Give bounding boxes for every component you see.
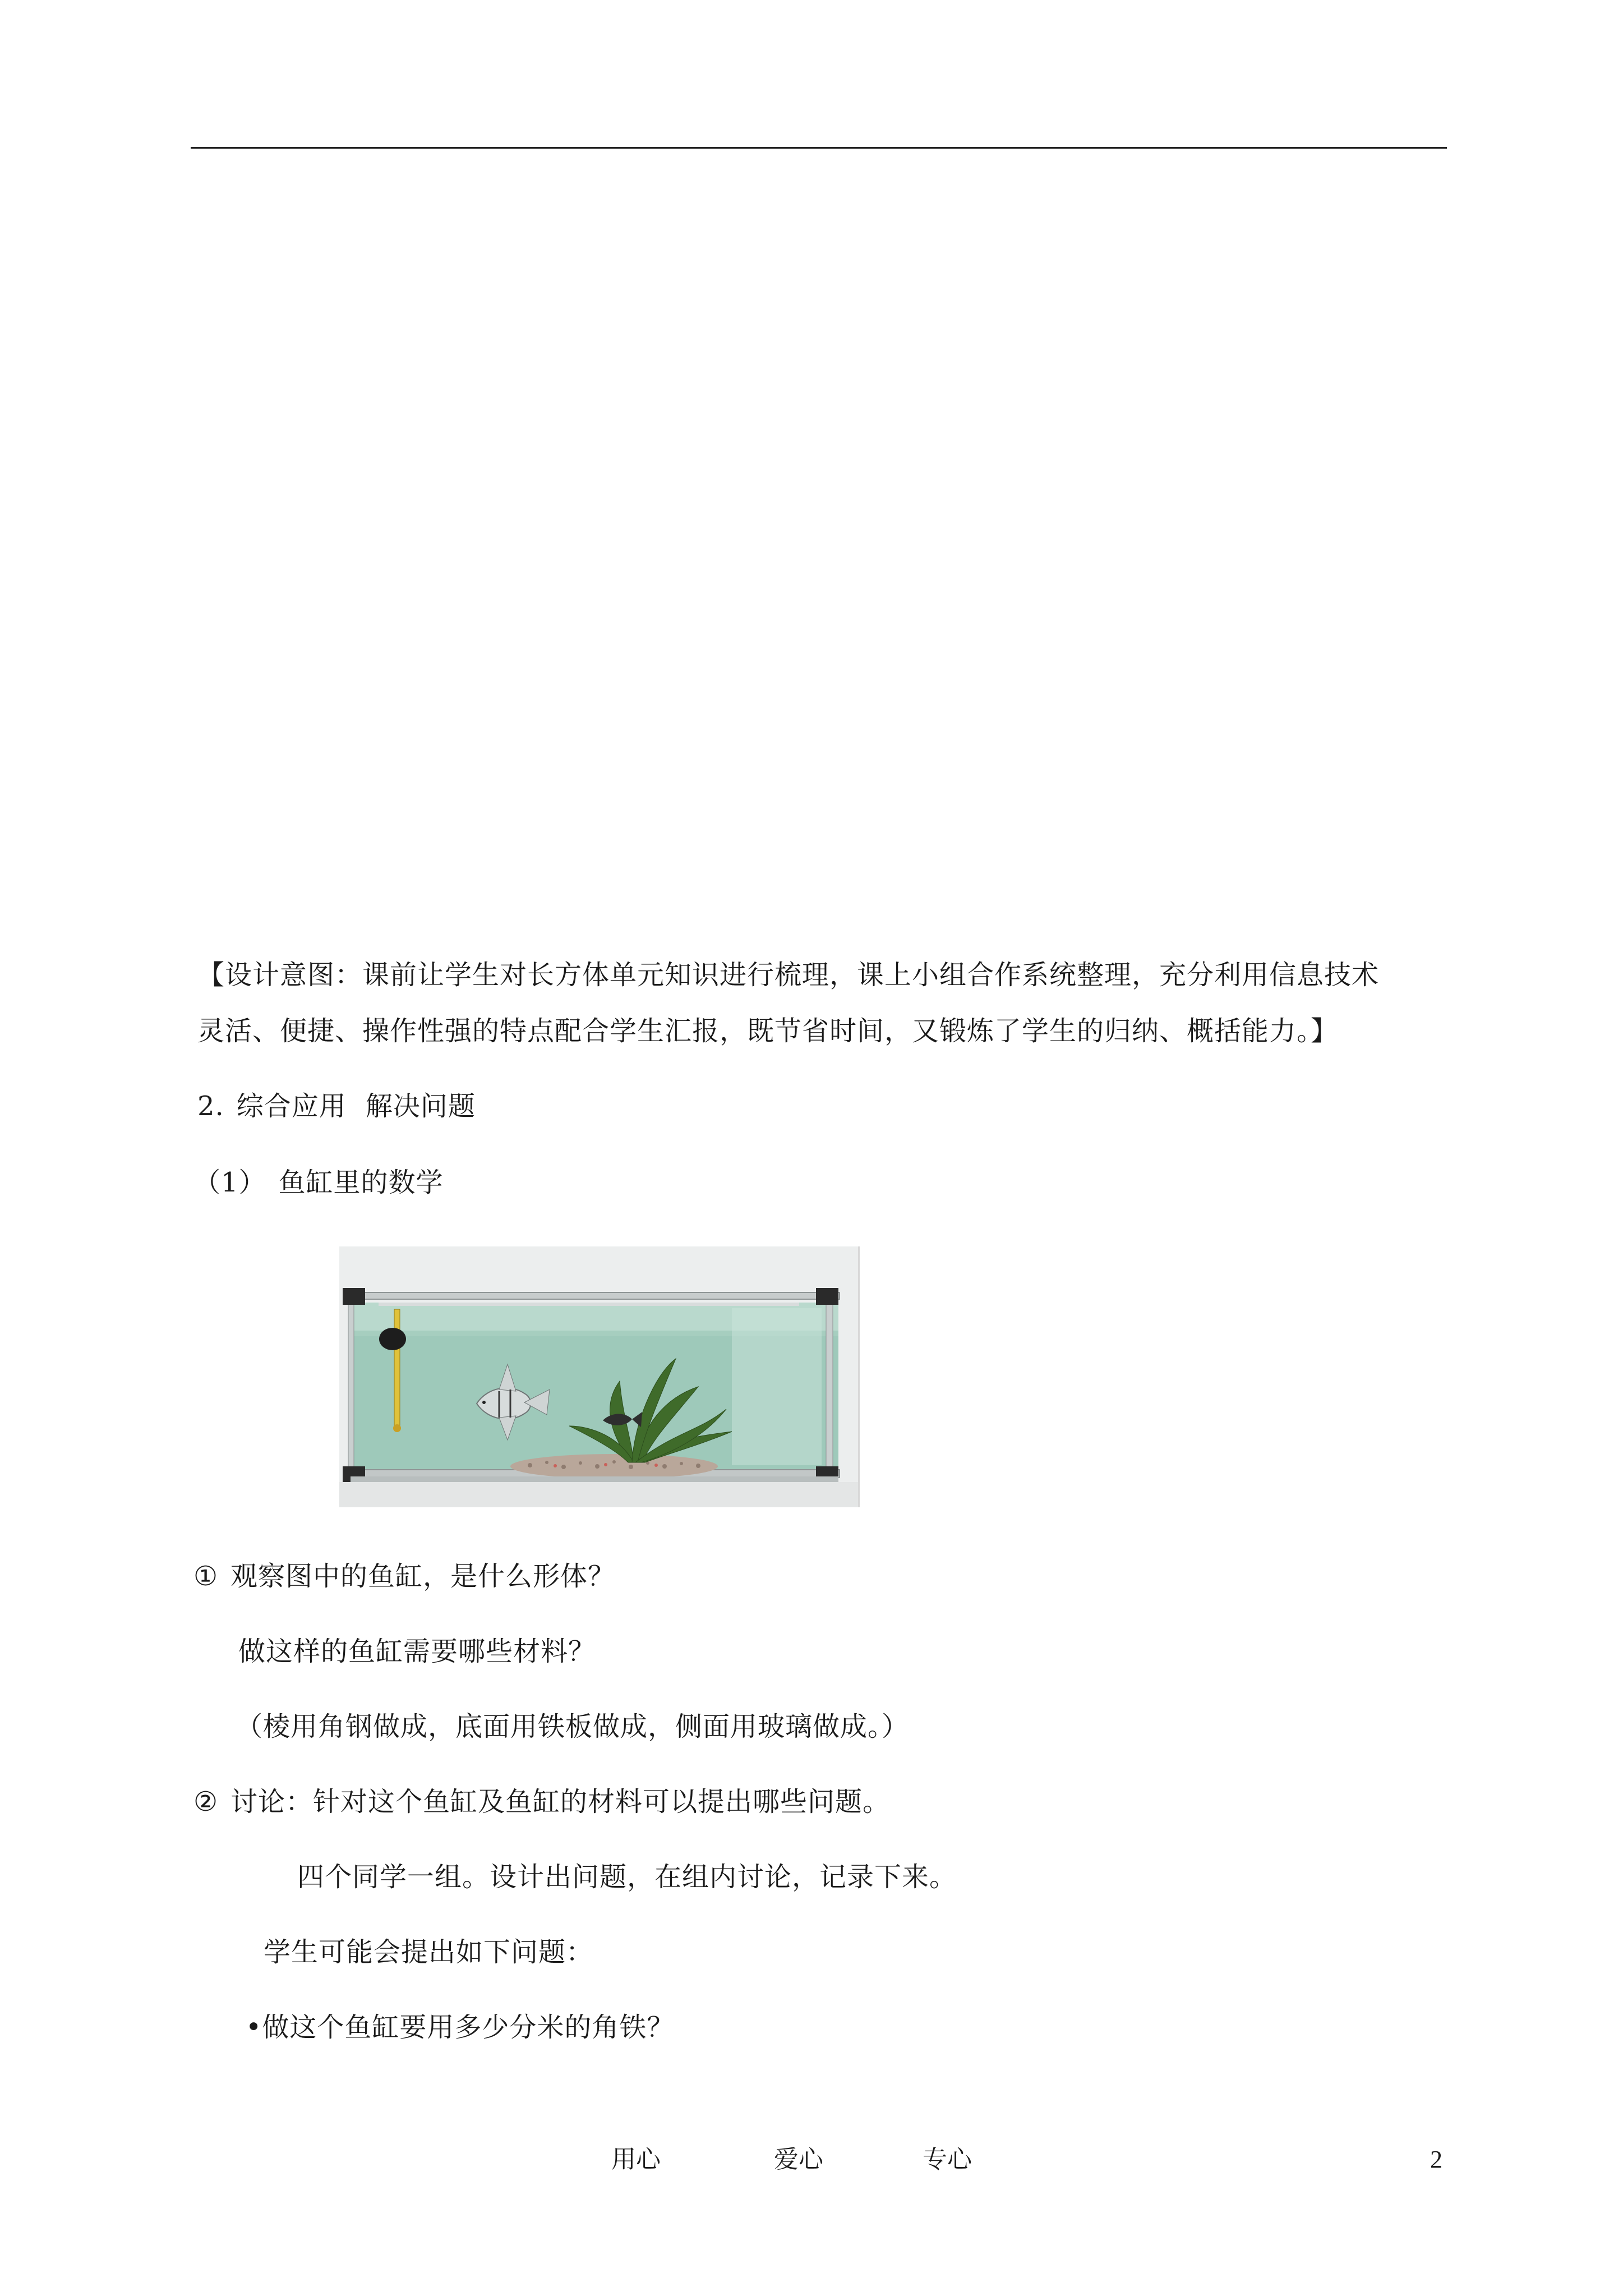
- question-2-marker: ②: [193, 1786, 219, 1818]
- subsection-number: （1）: [193, 1167, 266, 1198]
- question-1: [193, 1559, 615, 1593]
- question-1-follow: 做这样的鱼缸需要哪些材料？: [238, 1636, 596, 1667]
- page-number: 2: [1430, 2146, 1442, 2173]
- footer-middle: 爱心: [774, 2145, 823, 2174]
- section-title-a: 综合应用: [236, 1091, 347, 1122]
- bullet-question-1-text: 做这个鱼缸要用多少分米的角铁？: [262, 2012, 675, 2043]
- footer-left: 用心: [611, 2145, 661, 2174]
- footer-right: 专心: [923, 2145, 972, 2174]
- question-2-text: 讨论：针对这个鱼缸及鱼缸的材料可以提出哪些问题。: [230, 1786, 891, 1818]
- fish-tank-photo: [339, 1246, 860, 1507]
- question-1-marker: ①: [193, 1561, 219, 1592]
- design-intent-line-2: 灵活、便捷、操作性强的特点配合学生汇报，既节省时间，又锻炼了学生的归纳、概括能力。】: [197, 1015, 1339, 1047]
- subsection-title: 鱼缸里的数学: [278, 1167, 444, 1198]
- group-task: 四个同学一组。设计出问题，在组内讨论，记录下来。: [297, 1861, 957, 1893]
- question-2: [193, 1785, 890, 1819]
- possible-questions-intro: 学生可能会提出如下问题：: [264, 1936, 594, 1968]
- bullet-icon: •: [246, 2012, 262, 2043]
- design-intent-line-1: 【设计意图：课前让学生对长方体单元知识进行梳理，课上小组合作系统整理，充分利用信息技术: [197, 959, 1380, 991]
- header-rule: [191, 147, 1447, 149]
- bullet-question-1: [246, 2010, 674, 2044]
- section-heading: [197, 1089, 476, 1123]
- section-title-b: 解决问题: [365, 1091, 476, 1122]
- question-1-answer: （棱用角钢做成，底面用铁板做成，侧面用玻璃做成。）: [236, 1711, 910, 1742]
- question-1-text: 观察图中的鱼缸，是什么形体？: [230, 1561, 616, 1592]
- section-number: 2.: [197, 1091, 224, 1122]
- subsection-heading: [193, 1166, 444, 1199]
